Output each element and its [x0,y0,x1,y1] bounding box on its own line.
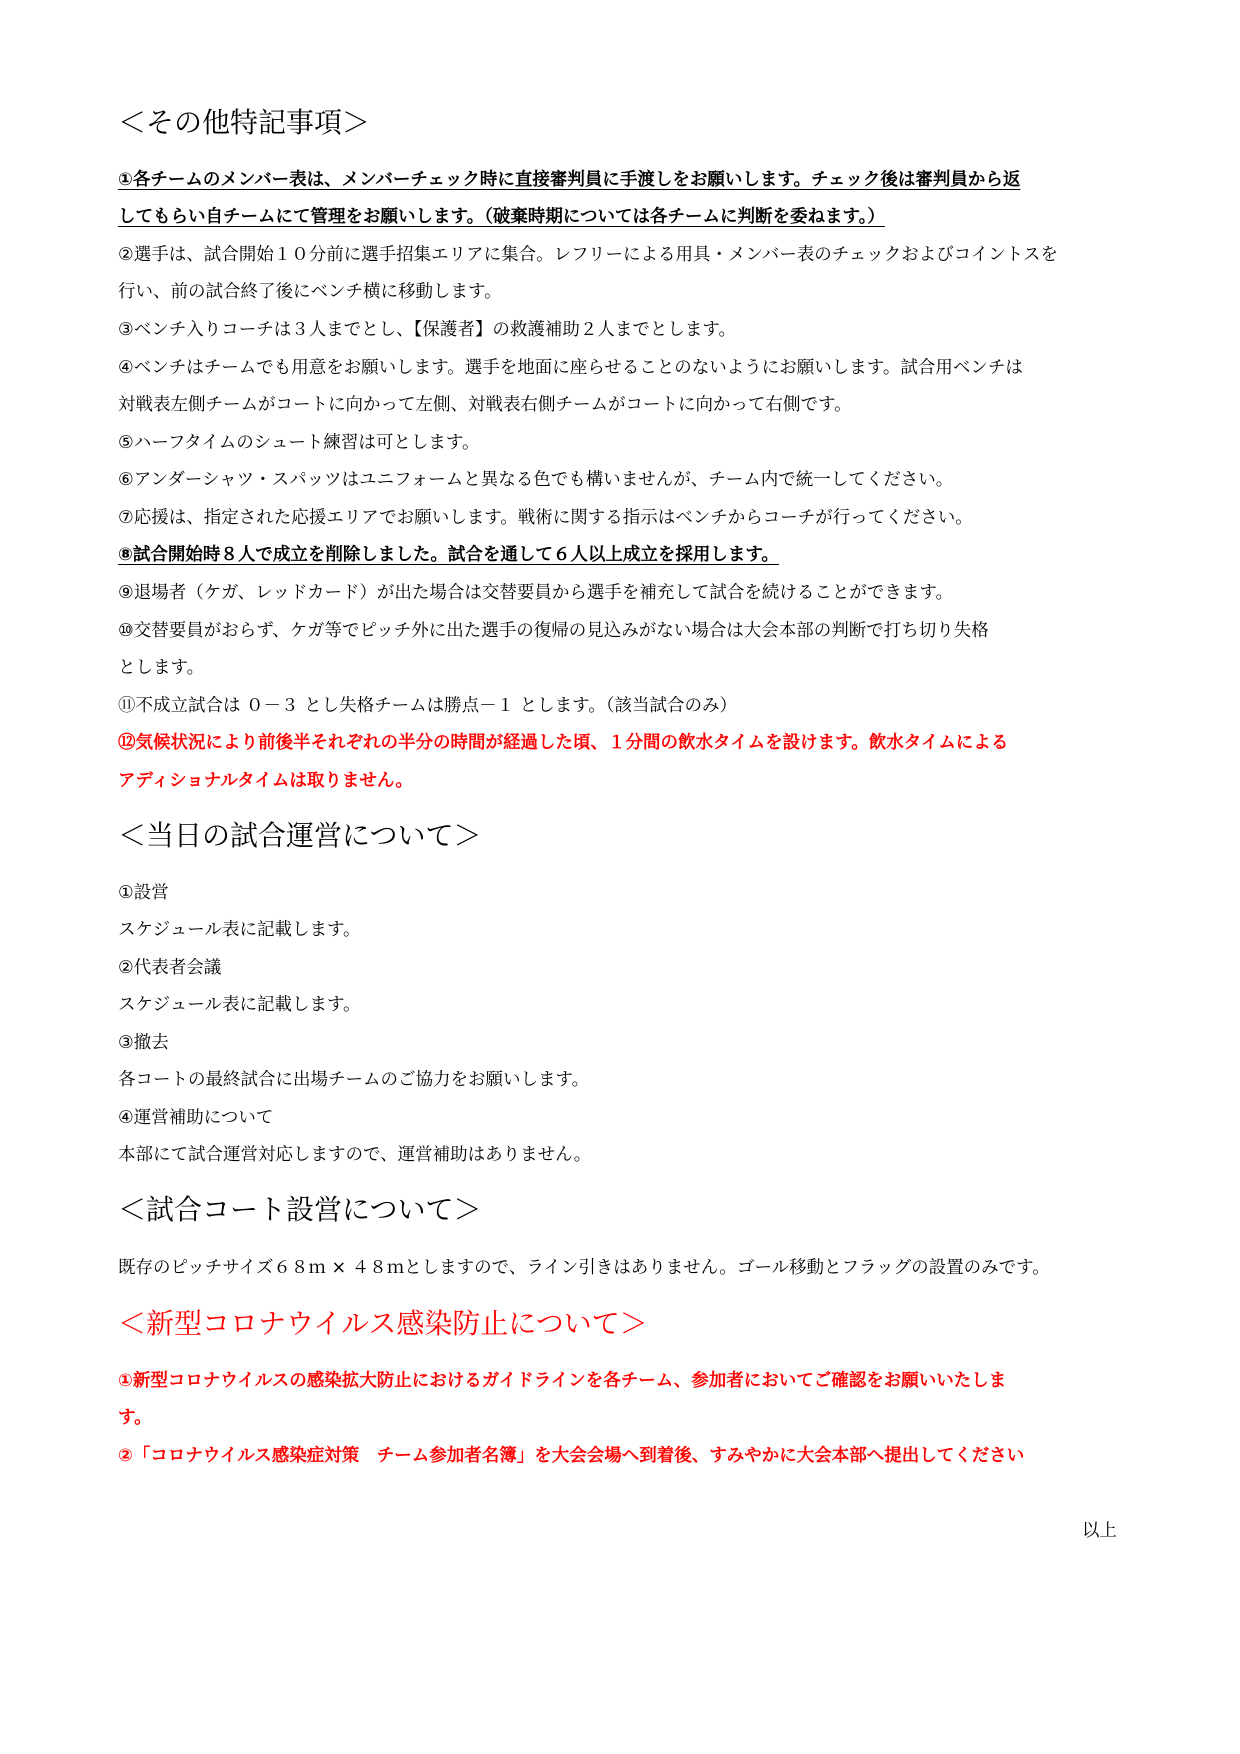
other-item-7: ⑦応援は、指定された応援エリアでお願いします。戦術に関する指示はベンチからコーチが行ってください。 [118,508,973,528]
operation-heading-meeting: ②代表者会議 [118,958,222,978]
other-item-12-line-1: ⑫気候状況により前後半それぞれの半分の時間が経過した頃、１分間の飲水タイムを設けます。飲水タイムによる [118,733,1009,753]
other-item-4-line-1: ④ベンチはチームでも用意をお願いします。選手を地面に座らせることのないようにお願いします。試合用ベンチは [118,358,1023,378]
other-item-8: ⑧試合開始時８人で成立を削除しました。試合を通して６人以上成立を採用します。 [118,545,779,565]
operation-text-setup: スケジュール表に記載します。 [118,920,361,940]
other-item-10-line-1: ⑩交替要員がおらず、ケガ等でピッチ外に出た選手の復帰の見込みがない場合は大会本部の判断で打ち切り失格 [118,621,989,641]
operation-text-support: 本部にて試合運営対応しますので、運営補助はありません。 [118,1145,592,1165]
other-item-2-line-1: ②選手は、試合開始１０分前に選手招集エリアに集合。レフリーによる用具・メンバー表のチェックおよびコイントスを [118,245,1059,265]
other-item-1-line-2: してもらい自チームにて管理をお願いします。（破棄時期については各チームに判断を委ねます。） [118,207,885,227]
covid-item-1-line-1: ①新型コロナウイルスの感染拡大防止におけるガイドラインを各チーム、参加者においてご確認をお願いいたしま [118,1371,1007,1391]
section-title-court: ＜試合コート設営について＞ [118,1193,482,1226]
other-item-9: ⑨退場者（ケガ、レッドカード）が出た場合は交替要員から選手を補充して試合を続けることができます。 [118,583,954,603]
other-item-5: ⑤ハーフタイムのシュート練習は可とします。 [118,433,480,453]
covid-item-1-line-2: す。 [118,1408,152,1428]
other-item-6: ⑥アンダーシャツ・スパッツはユニフォームと異なる色でも構いませんが、チーム内で統一してください。 [118,470,954,490]
section-title-other: ＜その他特記事項＞ [118,106,371,139]
court-text: 既存のピッチサイズ６８ｍ × ４８ｍとしますので、ライン引きはありません。ゴール移動とフラッグの設置のみです。 [118,1258,1050,1278]
operation-heading-setup: ①設営 [118,883,169,903]
other-item-3: ③ベンチ入りコーチは３人までとし、【保護者】の救護補助２人までとします。 [118,320,737,340]
other-item-2-line-2: 行い、前の試合終了後にベンチ横に移動します。 [118,282,502,302]
section-title-operation: ＜当日の試合運営について＞ [118,819,482,852]
closing-text: 以上 [1082,1521,1117,1541]
other-item-10-line-2: とします。 [118,658,205,678]
operation-text-meeting: スケジュール表に記載します。 [118,995,361,1015]
operation-heading-support: ④運営補助について [118,1108,274,1128]
covid-item-2: ②「コロナウイルス感染症対策 チーム参加者名簿」を大会会場へ到着後、すみやかに大会本部へ提出してください [118,1446,1025,1466]
section-title-covid: ＜新型コロナウイルス感染防止について＞ [118,1307,648,1340]
other-item-1-line-1: ①各チームのメンバー表は、メンバーチェック時に直接審判員に手渡しをお願いします。チェック後は審判員から返 [118,170,1021,190]
other-item-4-line-2: 対戦表左側チームがコートに向かって左側、対戦表右側チームがコートに向かって右側です。 [118,395,852,415]
operation-heading-removal: ③撤去 [118,1033,169,1053]
other-item-12-line-2: アディショナルタイムは取りません。 [118,771,413,791]
other-item-11: ⑪不成立試合は ０－３ とし失格チームは勝点－１ とします。（該当試合のみ） [118,696,738,716]
operation-text-removal: 各コートの最終試合に出場チームのご協力をお願いします。 [118,1070,590,1090]
